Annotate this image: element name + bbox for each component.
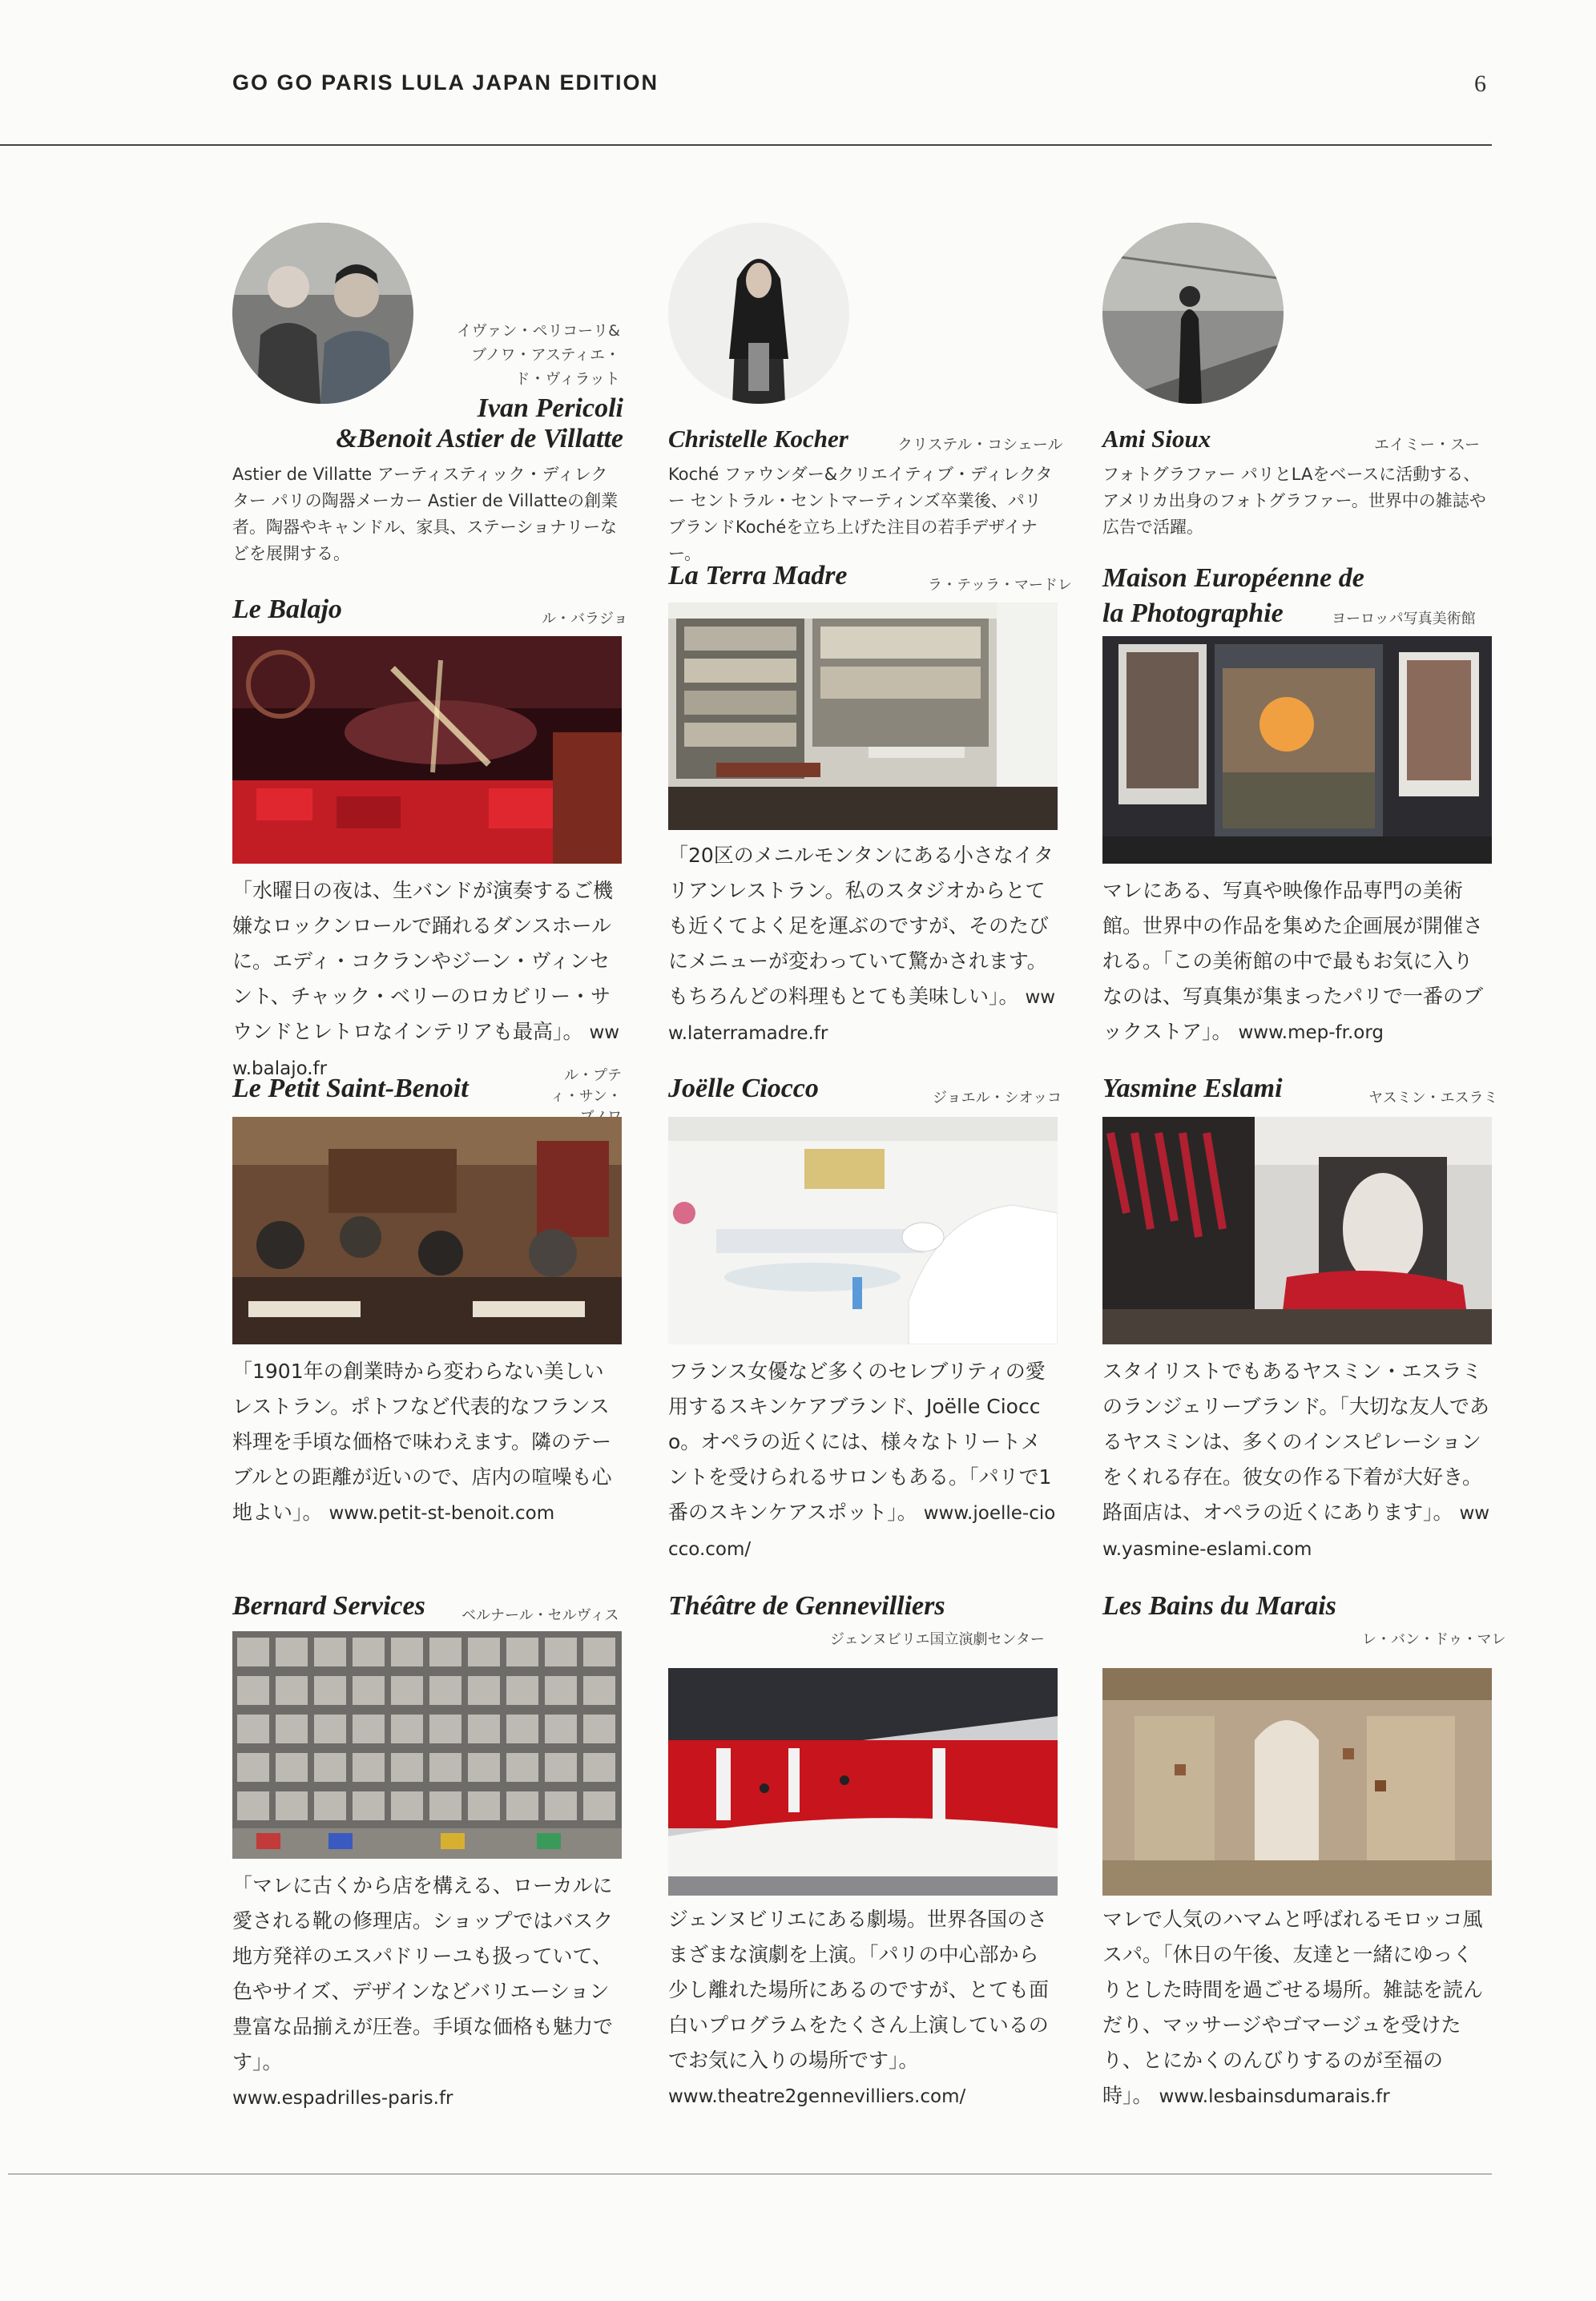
spot-kana-maison-europeenne: ヨーロッパ写真美術館: [1332, 611, 1476, 627]
spot-text-les-bains-du-marais: マレで人気のハマムと呼ばれるモロッコ風スパ。「休日の午後、友達と一緒にゆっくりとした時間を過ごせる場所。雑誌を読んだり、マッサージやゴマージュを受けたり、とにかくのんびりするのが至福の時」。 www.lesbainsdumarais.fr: [1102, 1908, 1484, 2107]
spot-title-le-petit-saint-benoit: Le Petit Saint-Benoit: [232, 1074, 469, 1103]
photo-yasmine-eslami: [1102, 1117, 1492, 1344]
photo-joelle-ciocco: [668, 1117, 1058, 1344]
spot-text-le-balajo: 「水曜日の夜は、生バンドが演奏するご機嫌なロックンロールで踊れるダンスホールに。エディ・コクランやジーン・ヴィンセント、チャック・ベリーのロカビリー・サウンドとレトロなインテリアも最高」。 www.balajo.fr: [232, 879, 620, 1079]
spot-url-joelle-ciocco[interactable]: www.joelle-ciocco.com/: [668, 1503, 1056, 1560]
spot-kana-joelle-ciocco: ジョエル・シオッコ: [933, 1090, 1062, 1106]
photo-le-balajo: [232, 636, 622, 864]
person-2-role: Koché ファウンダー&クリエイティブ・ディレクター セントラル・セントマーティンズ卒業後、パリブランドKochéを立ち上げた注目の若手デザイナー。: [668, 465, 1053, 563]
spot-kana-bernard-services: ベルナール・セルヴィス: [461, 1607, 619, 1624]
spot-title-bernard-services: Bernard Services: [232, 1591, 425, 1621]
spot-kana-la-terra-madre: ラ・テッラ・マードレ: [928, 577, 1072, 594]
person-3-role: フォトグラファー パリとLAをベースに活動する、アメリカ出身のフォトグラファー。世界中の雑誌や広告で活躍。: [1102, 465, 1486, 537]
spot-text-theatre-de-gennevilliers: ジェンヌビリエにある劇場。世界各国のさまざまな演劇を上演。「パリの中心部から少し離れた場所にあるのですが、とても面白いプログラムをたくさん上演しているのでお気に入りの場所です」。 www.theatre2gennevilliers.com/: [668, 1908, 1050, 2107]
avatar-ami-sioux: [1102, 223, 1284, 404]
person-1-kana: イヴァン・ペリコーリ& ブノワ・アスティエ・ ド・ヴィラット: [456, 322, 620, 388]
spot-kana-yasmine-eslami: ヤスミン・エスラミ: [1368, 1090, 1498, 1106]
photo-le-petit-saint-benoit: [232, 1117, 622, 1344]
header-rule: [0, 144, 1492, 146]
photo-bernard-services: [232, 1631, 622, 1859]
spot-url-les-bains-du-marais[interactable]: www.lesbainsdumarais.fr: [1159, 2086, 1390, 2107]
spot-title-theatre-de-gennevilliers: Théâtre de Gennevilliers: [668, 1591, 945, 1621]
spot-text-bernard-services: 「マレに古くから店を構える、ローカルに愛される靴の修理店。ショップではバスク地方発祥のエスパドリーユも扱っていて、色やサイズ、デザインなどバリエーション豊富な品揃えが圧巻。手頃な価格も魅力です」。 www.espadrilles-paris.fr: [232, 1874, 614, 2109]
photo-les-bains-du-marais: [1102, 1668, 1492, 1896]
spot-text-joelle-ciocco: フランス女優など多くのセレブリティの愛用するスキンケアブランド、Joëlle Ciocco。オペラの近くには、様々なトリートメントを受けられるサロンもある。「パリで1番のスキンケアスポット」。 www.joelle-ciocco.com/: [668, 1360, 1056, 1560]
spot-text-yasmine-eslami: スタイリストでもあるヤスミン・エスラミのランジェリーブランド。「大切な友人であるヤスミンは、多くのインスピレーションをくれる存在。彼女の作る下着が大好き。路面店は、オペラの近くにあります」。 www.yasmine-eslami.com: [1102, 1360, 1490, 1560]
spot-title-la-terra-madre: La Terra Madre: [668, 561, 848, 590]
spot-title-maison-europeenne: Maison Européenne de la Photographie: [1102, 563, 1364, 628]
avatar-christelle-kocher: [668, 223, 849, 404]
spot-kana-les-bains-du-marais: レ・バン・ドゥ・マレ: [1362, 1631, 1506, 1648]
magazine-title: GO GO PARIS LULA JAPAN EDITION: [232, 71, 659, 95]
person-1-name-line2: &Benoit Astier de Villatte: [336, 424, 623, 453]
spot-url-le-petit-saint-benoit[interactable]: www.petit-st-benoit.com: [328, 1503, 555, 1524]
spot-text-la-terra-madre: 「20区のメニルモンタンにある小さなイタリアンレストラン。私のスタジオからとても近くてよく足を運ぶのですが、そのたびにメニューが変わっていて驚かされます。もちろんどの料理もとても美味しい」。 www.laterramadre.fr: [668, 844, 1056, 1044]
spot-title-yasmine-eslami: Yasmine Eslami: [1102, 1074, 1283, 1103]
spot-title-les-bains-du-marais: Les Bains du Marais: [1102, 1591, 1336, 1621]
person-3-name: Ami Sioux: [1102, 425, 1211, 453]
spot-url-le-balajo[interactable]: www.balajo.fr: [232, 1022, 620, 1079]
spot-url-bernard-services[interactable]: www.espadrilles-paris.fr: [232, 2088, 453, 2109]
person-1-name-line1: Ivan Pericoli: [477, 393, 623, 423]
avatar-ivan-benoit: [232, 223, 413, 404]
spot-text-maison-europeenne: マレにある、写真や映像作品専門の美術館。世界中の作品を集めた企画展が開催される。「この美術館の中で最もお気に入りなのは、写真集が集まったパリで一番のブックストア」。 www.mep-fr.org: [1102, 879, 1484, 1043]
photo-theatre-de-gennevilliers: [668, 1668, 1058, 1896]
spot-title-joelle-ciocco: Joëlle Ciocco: [668, 1074, 819, 1103]
person-1-role: Astier de Villatte アーティスティック・ディレクター パリの陶器メーカー Astier de Villatteの創業者。陶器やキャンドル、家具、ステーショナリーなどを展開する。: [232, 465, 619, 563]
spot-url-theatre-de-gennevilliers[interactable]: www.theatre2gennevilliers.com/: [668, 2086, 966, 2107]
person-3-kana: エイミー・スー: [1374, 436, 1481, 453]
spot-url-yasmine-eslami[interactable]: www.yasmine-eslami.com: [1102, 1503, 1490, 1560]
spot-kana-le-petit-saint-benoit: ル・プティ・サン・: [550, 1067, 622, 1105]
page-number: 6: [1474, 71, 1486, 97]
spot-kana-theatre-de-gennevilliers: ジェンヌビリエ国立演劇センター: [830, 1631, 1045, 1648]
photo-la-terra-madre: [668, 602, 1058, 830]
spot-text-le-petit-saint-benoit: 「1901年の創業時から変わらない美しいレストラン。ポトフなど代表的なフランス料理を手頃な価格で味わえます。隣のテーブルとの距離が近いので、店内の喧噪も心地よい」。 www.petit-st-benoit.com: [232, 1360, 612, 1524]
person-2-name: Christelle Kocher: [668, 425, 848, 453]
photo-maison-europeenne: [1102, 636, 1492, 864]
person-2-kana: クリステル・コシェール: [897, 436, 1063, 453]
spot-url-maison-europeenne[interactable]: www.mep-fr.org: [1238, 1022, 1384, 1043]
spot-kana-le-balajo: ル・バラジョ: [542, 611, 628, 627]
spot-url-la-terra-madre[interactable]: www.laterramadre.fr: [668, 987, 1056, 1044]
spot-title-le-balajo: Le Balajo: [232, 594, 342, 624]
